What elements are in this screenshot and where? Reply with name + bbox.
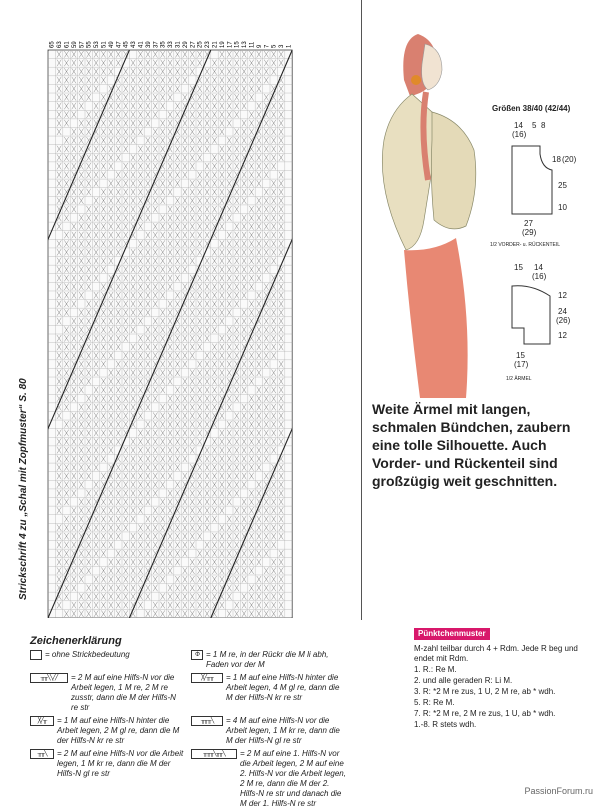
row-number: 9 [256,44,263,48]
legend-item: ╥╥╲ = 2 M auf eine Hilfs-N vor die Arbeit legen, 1 M kr re, dann die M der Hilfs-N gl re str [30,749,185,809]
row-number: 53 [94,41,101,48]
legend-item: ╥╥╲╲╱╱ = 2 M auf eine Hilfs-N vor die Arbeit legen, 1 M re, 2 M re zusstr, dann die M der Hilfs-N re str [30,673,185,713]
watermark: PassionForum.ru [524,786,593,796]
front-side2: 25 [558,181,567,190]
row-number: 49 [108,41,115,48]
row-number: 35 [160,41,167,48]
pattern-line: M-zahl teilbar durch 4 + Rdm. Jede R beg und endet mit Rdm. [414,644,578,663]
row-number: 31 [175,41,182,48]
legend-heading: Zeichenerklärung [30,635,122,647]
sleeve-top-a: 15 [514,263,523,272]
cable-symbol-icon: ╥╥╲ [30,749,54,759]
chart-title: Strickschrift 4 zu „Schal mit Zopfmuster“ S. 80 [18,378,29,600]
sleeve-side2: 24 [558,307,567,316]
row-number: 43 [131,41,138,48]
front-top-a: 14 [514,121,523,130]
legend-item: Φ = 1 M re, in der Rückr die M li abh, Faden vor der M [191,650,346,670]
sleeve-bottom2: (17) [514,360,529,369]
row-number: 5 [271,44,278,48]
front-label: 1/2 VORDER- u. RÜCKENTEIL [490,242,561,248]
sleeve-side2b: (26) [556,316,571,325]
front-top-b: 5 [532,121,537,130]
pattern-line: 1.-8. R stets wdh. [414,720,477,729]
sleeve-bottom: 15 [516,351,525,360]
legend-item: ╥╥╥╲╥╥╲ = 2 M auf eine 1. Hilfs-N vor die Arbeit legen, 2 M auf eine 2. Hilfs-N vor die Arbeit legen, 2 M re, dann die M der 2. Hilfs-N re str und danach die M der 1. Hilfs-N re str [191,749,346,809]
pattern-tag: Pünktchenmuster [414,628,490,640]
fashion-illustration [370,20,490,400]
sleeve-side3: 12 [558,331,567,340]
row-number: 41 [138,41,145,48]
row-number: 29 [182,41,189,48]
front-bottom2: (29) [522,228,537,237]
legend-item: ╳╱╥╥ = 1 M auf eine Hilfs-N hinter die Arbeit legen, 4 M gl re, dann die M der Hilfs-N kr re str [191,673,346,713]
row-number: 51 [101,41,108,48]
row-number: 3 [279,44,286,48]
schematic-diagrams [488,118,588,398]
pattern-line: 1. R.: Re M. [414,665,457,674]
face-shape [422,44,442,90]
front-side1b: (20) [562,155,577,164]
sleeve-label: 1/2 ÄRMEL [506,376,532,382]
row-number: 19 [219,41,226,48]
sizes-title: Größen 38/40 (42/44) [492,104,571,113]
row-number: 59 [71,41,78,48]
pattern-line: 3. R: *2 M re zus, 1 U, 2 M re, ab * wdh. [414,687,556,696]
legend-item: ╥╥╥╲ = 4 M auf eine Hilfs-N vor die Arbeit legen, 1 M kr re, dann die M der Hilfs-N gl re str [191,716,346,746]
cable-symbol-icon: ╳╱╥ [30,716,54,726]
pattern-line: 7. R: *2 M re, 2 M re zus, 1 U, ab * wdh. [414,709,556,718]
sleeve-top-b2: (16) [532,272,547,281]
earring-shape [411,75,421,85]
cable-symbol-icon: ╥╥╥╲╥╥╲ [191,749,237,759]
stitch-pattern [414,628,590,731]
row-number: 27 [190,41,197,48]
sleeve-top-b: 14 [534,263,543,272]
row-number: 21 [212,41,219,48]
knitting-chart [44,28,300,618]
caption: Weite Ärmel mit langen, schmalen Bündchen, zaubern eine tolle Silhouette. Auch Vorder- und Rückenteil sind großzügig weit geschnitten. [372,401,571,489]
row-number: 47 [116,41,123,48]
front-bottom: 27 [524,219,533,228]
row-number: 37 [153,41,160,48]
front-side3: 10 [558,203,567,212]
sleeve-shape [431,112,475,229]
sleeve-outline [512,286,550,344]
skirt-shape [404,238,468,398]
row-number: 45 [123,41,130,48]
row-number: 33 [168,41,175,48]
pattern-line: 5. R: Re M. [414,698,455,707]
pattern-line: 2. und alle geraden R: Li M. [414,676,513,685]
cable-symbol-icon: ╥╥╲╲╱╱ [30,673,68,683]
cable-symbol-icon: ╳╱╥╥ [191,673,223,683]
row-number: 1 [286,44,293,48]
front-outline [512,146,552,214]
row-number: 7 [264,44,271,48]
front-top-a2: (16) [512,130,527,139]
row-number: 17 [227,41,234,48]
row-number: 57 [79,41,86,48]
front-top-c: 8 [541,121,546,130]
row-number: 55 [86,41,93,48]
row-number: 61 [64,41,71,48]
row-number: 23 [205,41,212,48]
phi-icon: Φ [191,650,203,660]
row-number: 25 [197,41,204,48]
row-number: 15 [234,41,241,48]
legend-item: ╳╱╥ = 1 M auf eine Hilfs-N hinter die Arbeit legen, 2 M gl re, dann die M der Hilfs-N kr re str [30,716,185,746]
row-number: 11 [249,41,256,48]
legend [30,636,350,812]
row-number: 13 [242,41,249,48]
legend-item: = ohne Strickbedeutung [30,650,185,670]
column-divider [361,0,362,620]
empty-square-icon [30,650,42,660]
row-number: 63 [57,41,64,48]
row-number: 39 [145,41,152,48]
front-side1: 18 [552,155,561,164]
sleeve-side1: 12 [558,291,567,300]
row-number: 65 [49,41,56,48]
cable-symbol-icon: ╥╥╥╲ [191,716,223,726]
